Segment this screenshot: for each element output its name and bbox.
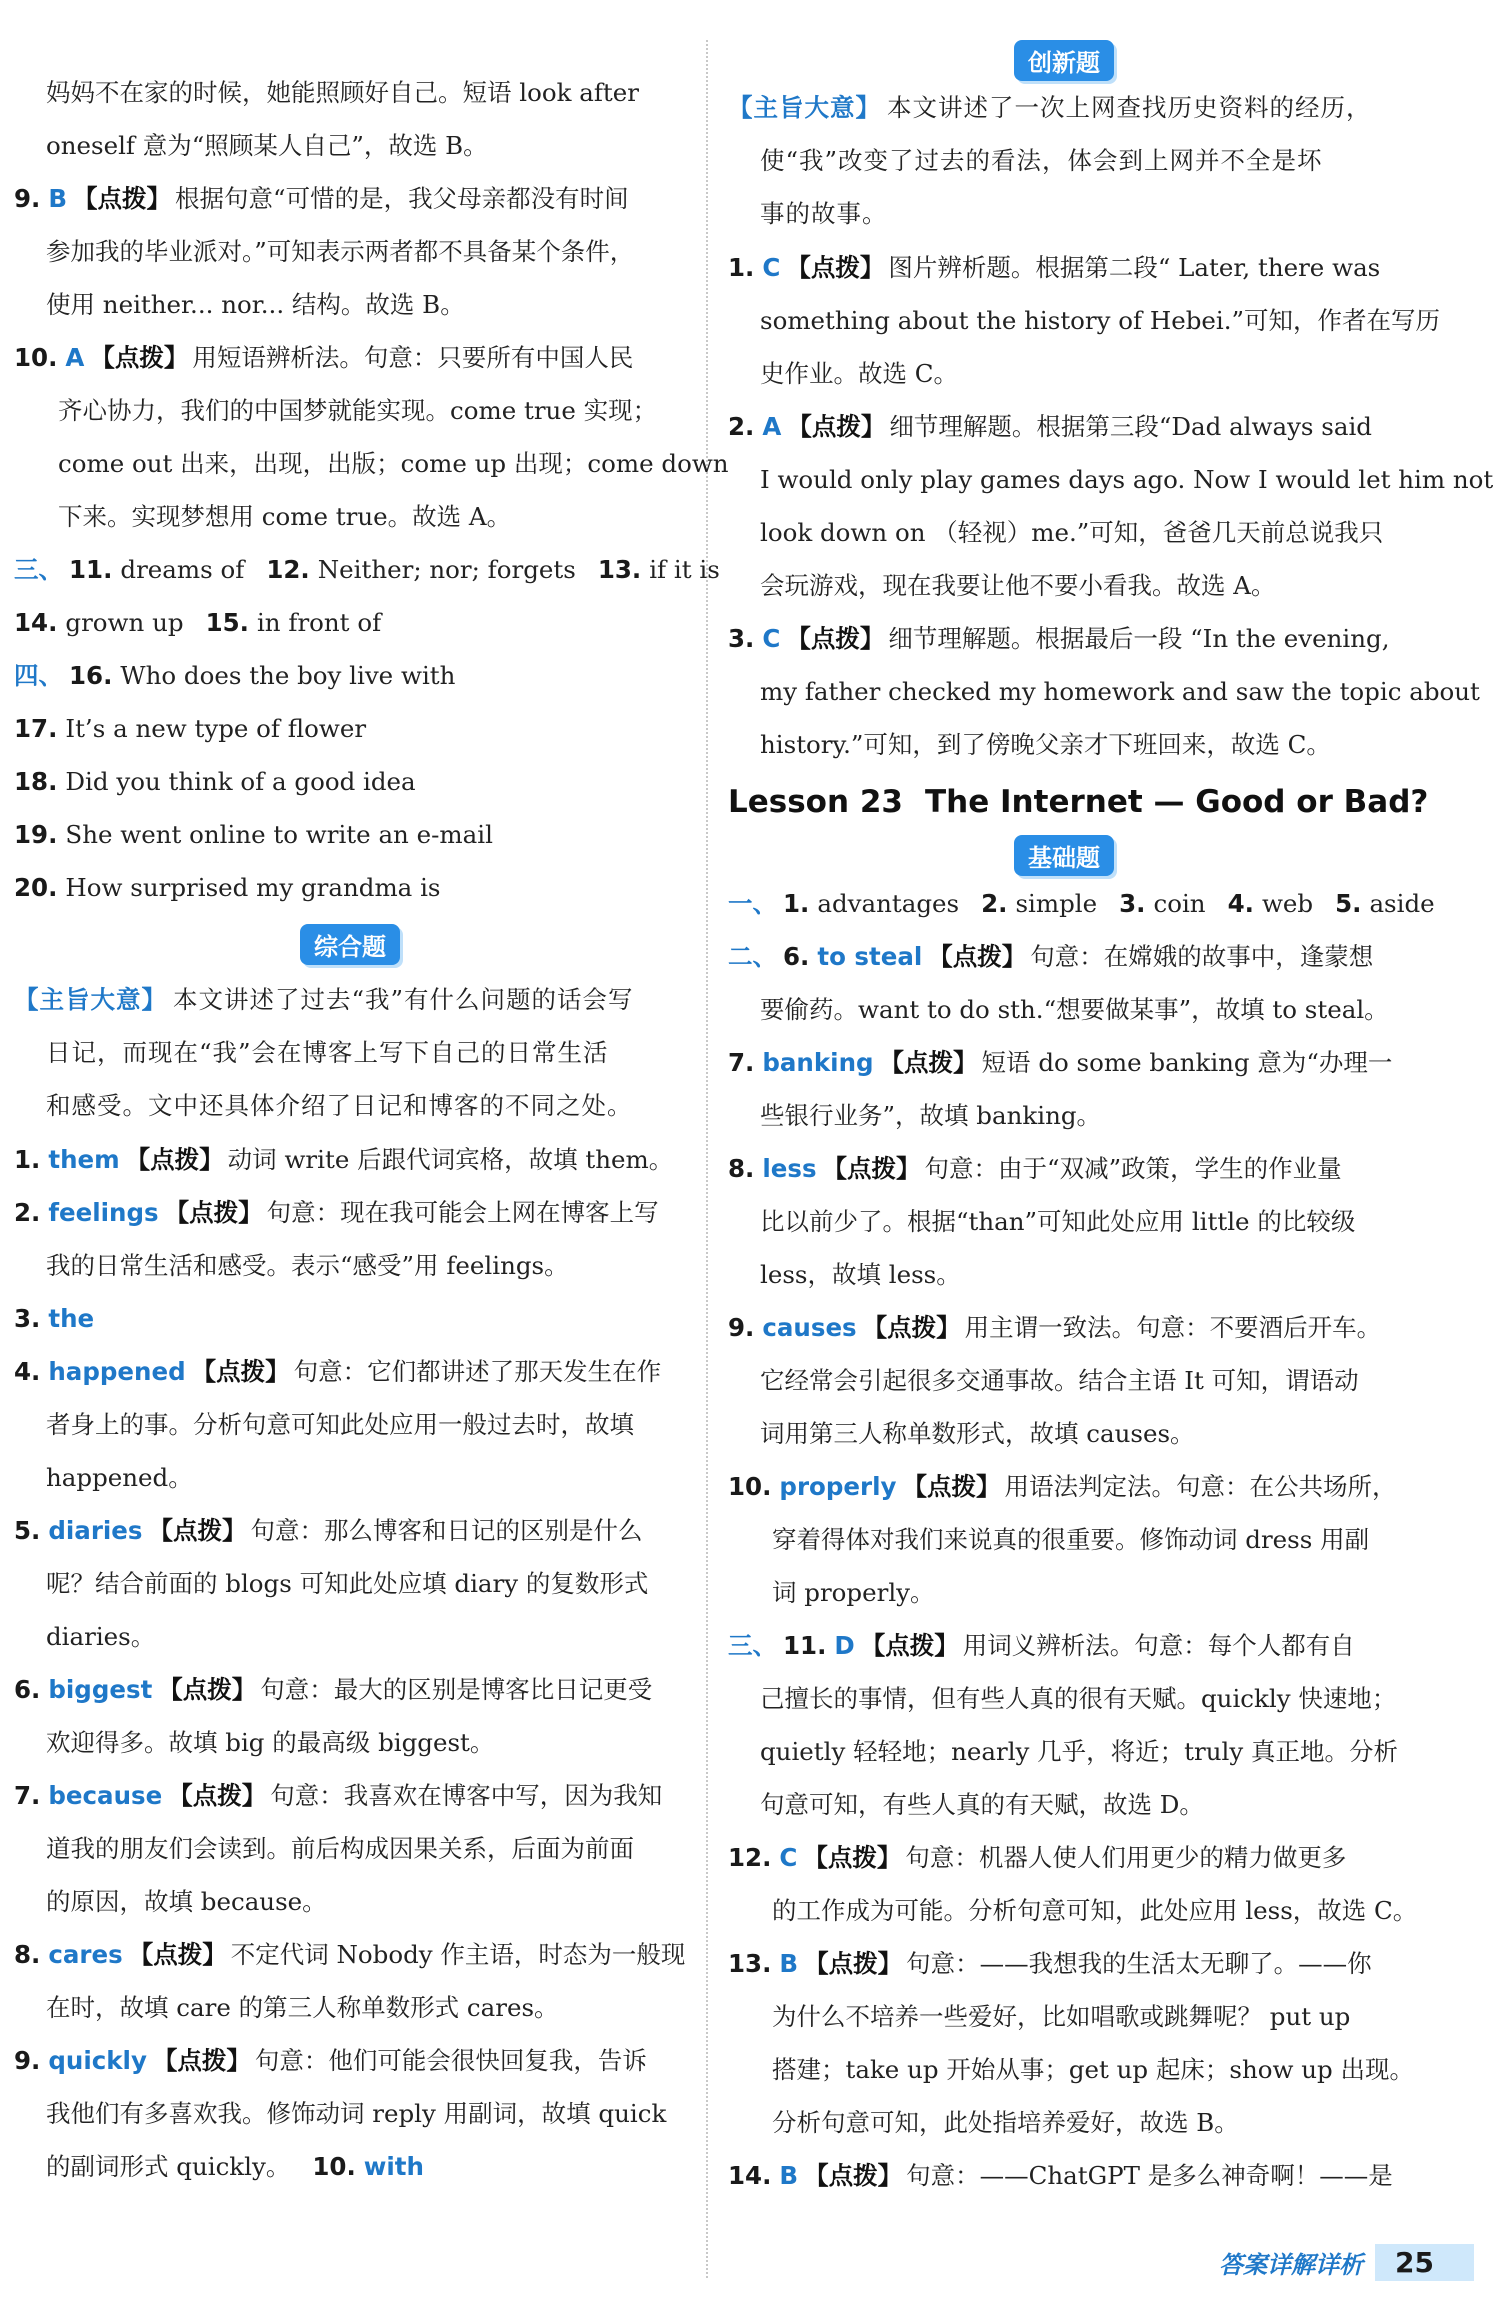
tip-label: 【点拨】 xyxy=(787,412,886,441)
text-line: 使用 neither... nor... 结构。故选 B。 xyxy=(46,290,465,319)
text-line: 为什么不培养一些爱好，比如唱歌或跳舞呢？ put up xyxy=(772,2002,1351,2031)
tip-label: 【点拨】 xyxy=(90,343,189,372)
tip-label: 【点拨】 xyxy=(128,1940,227,1969)
question-19: 19. She went online to write an e-mail xyxy=(14,820,493,849)
tip-label: 【点拨】 xyxy=(862,1313,961,1342)
text-line: 要偷药。want to do sth.“想要做某事”，故填 to steal。 xyxy=(760,995,1389,1024)
answer-6: 6. biggest 【点拨】 句意：最大的区别是博客比日记更受 xyxy=(14,1675,653,1704)
tip-label: 【点拨】 xyxy=(860,1631,959,1660)
answer-6: 二、 6. to steal 【点拨】 句意：在嫦娥的故事中，逢蒙想 xyxy=(728,942,1374,971)
text-line: 的原因，故填 because。 xyxy=(46,1887,327,1916)
text-line: I would only play games days ago. Now I would let him not xyxy=(760,465,1493,494)
answer: less xyxy=(762,1154,817,1183)
text-line: my father checked my homework and saw the topic about xyxy=(760,677,1480,706)
text-line: 齐心协力，我们的中国梦就能实现。come true 实现； xyxy=(58,396,658,425)
answer: B xyxy=(779,1949,799,1978)
theme-line: 【主旨大意】 本文讲述了过去“我”有什么问题的话会写 xyxy=(14,985,634,1014)
text-line: oneself 意为“照顾某人自己”，故选 B。 xyxy=(46,131,488,160)
answer: banking xyxy=(762,1048,874,1077)
text-line: 己擅长的事情，但有些人真的很有天赋。quickly 快速地； xyxy=(760,1684,1397,1713)
answer: to steal xyxy=(817,942,923,971)
question-17: 17. It’s a new type of flower xyxy=(14,714,367,743)
answer: because xyxy=(48,1781,163,1810)
theme-line: 【主旨大意】 本文讲述了一次上网查找历史资料的经历， xyxy=(728,93,1372,122)
question-10: 10. A 【点拨】 用短语辨析法。句意：只要所有中国人民 xyxy=(14,343,634,372)
theme-label: 【主旨大意】 xyxy=(14,985,167,1014)
lesson-number: Lesson 23 xyxy=(728,784,903,820)
left-column xyxy=(14,66,729,2193)
text-line: history.”可知，到了傍晚父亲才下班回来，故选 C。 xyxy=(760,730,1331,759)
text-line: 穿着得体对我们来说真的很重要。修饰动词 dress 用副 xyxy=(772,1525,1370,1554)
tip-label: 【点拨】 xyxy=(902,1472,1001,1501)
answer-2: 2. A 【点拨】 细节理解题。根据第三段“Dad always said xyxy=(728,412,1372,441)
tip-label: 【点拨】 xyxy=(928,942,1027,971)
tip-label: 【点拨】 xyxy=(803,1843,902,1872)
answer-1: 1. C 【点拨】 图片辨析题。根据第二段“ Later, there was xyxy=(728,253,1381,282)
answer: D xyxy=(834,1631,855,1660)
answer: biggest xyxy=(48,1675,153,1704)
answer-1: 1. them 【点拨】 动词 write 后跟代词宾格，故填 them。 xyxy=(14,1145,674,1174)
tip-label: 【点拨】 xyxy=(164,1198,263,1227)
theme-line: 和感受。文中还具体介绍了日记和博客的不同之处。 xyxy=(46,1091,633,1120)
section-badge: 综合题 xyxy=(300,924,400,965)
answer: them xyxy=(48,1145,120,1174)
footer-label: 答案详解详析 xyxy=(1219,2250,1364,2279)
lesson-heading xyxy=(728,771,1429,833)
section-3-row: 三、 11. dreams of 12. Neither; nor; forgets 13. if it is xyxy=(14,555,720,584)
text-line: 的工作成为可能。分析句意可知，此处应用 less，故选 C。 xyxy=(772,1896,1418,1925)
answer: cares xyxy=(48,1940,123,1969)
text-line: 道我的朋友们会读到。前后构成因果关系，后面为前面 xyxy=(46,1834,634,1863)
text-line: 呢？结合前面的 blogs 可知此处应填 diary 的复数形式 xyxy=(46,1569,649,1598)
text-line: 史作业。故选 C。 xyxy=(760,359,959,388)
text-line: 分析句意可知，此处指培养爱好，故选 B。 xyxy=(772,2108,1239,2137)
tip-label: 【点拨】 xyxy=(786,624,885,653)
text-line: 词 properly。 xyxy=(772,1578,935,1607)
tip-label: 【点拨】 xyxy=(191,1357,290,1386)
text-line: 它经常会引起很多交通事故。结合主语 It 可知，谓语动 xyxy=(760,1366,1359,1395)
tip-label: 【点拨】 xyxy=(125,1145,224,1174)
page-number: 25 xyxy=(1375,2244,1474,2281)
answer-5: 5. diaries 【点拨】 句意：那么博客和日记的区别是什么 xyxy=(14,1516,643,1545)
question-18: 18. Did you think of a good idea xyxy=(14,767,416,796)
section-1-row: 一、 1. advantages 2. simple 3. coin 4. web 5. aside xyxy=(728,889,1435,918)
answer: diaries xyxy=(48,1516,143,1545)
text-line: 我他们有多喜欢我。修饰动词 reply 用副词，故填 quick xyxy=(46,2099,667,2128)
theme-line: 使“我”改变了过去的看法，体会到上网并不全是坏 xyxy=(760,146,1323,175)
tip-label: 【点拨】 xyxy=(822,1154,921,1183)
text-line: quietly 轻轻地；nearly 几乎，将近；truly 真正地。分析 xyxy=(760,1737,1398,1766)
answer: C xyxy=(762,624,781,653)
answer-7: 7. because 【点拨】 句意：我喜欢在博客中写，因为我知 xyxy=(14,1781,663,1810)
answer-4: 4. happened 【点拨】 句意：它们都讲述了那天发生在作 xyxy=(14,1357,662,1386)
answer: the xyxy=(48,1304,95,1333)
answer-14: 14. B 【点拨】 句意：——ChatGPT 是多么神奇啊！——是 xyxy=(728,2161,1393,2190)
answer: quickly xyxy=(48,2046,147,2075)
text-line: 欢迎得多。故填 big 的最高级 biggest。 xyxy=(46,1728,495,1757)
answer: causes xyxy=(762,1313,857,1342)
text-line: 的副词形式 quickly。 10. with xyxy=(46,2152,424,2181)
answer: with xyxy=(363,2152,424,2181)
text-line: happened。 xyxy=(46,1463,193,1492)
text-line: 妈妈不在家的时候，她能照顾好自己。短语 look after xyxy=(46,78,639,107)
right-column xyxy=(728,48,1493,2202)
answer-13: 13. B 【点拨】 句意：——我想我的生活太无聊了。——你 xyxy=(728,1949,1372,1978)
text-line: 在时，故填 care 的第三人称单数形式 cares。 xyxy=(46,1993,559,2022)
answer-3: 3. the xyxy=(14,1304,95,1333)
text-line: come out 出来，出现，出版；come up 出现；come down xyxy=(58,449,729,478)
text-line: 搭建；take up 开始从事；get up 起床；show up 出现。 xyxy=(772,2055,1415,2084)
answer-12: 12. C 【点拨】 句意：机器人使人们用更少的精力做更多 xyxy=(728,1843,1347,1872)
text-line: 句意可知，有些人真的有天赋，故选 D。 xyxy=(760,1790,1204,1819)
answer-3: 3. C 【点拨】 细节理解题。根据最后一段 “In the evening, xyxy=(728,624,1390,653)
answer: C xyxy=(762,253,781,282)
text-line: diaries。 xyxy=(46,1622,156,1651)
text-line: 会玩游戏，现在我要让他不要小看我。故选 A。 xyxy=(760,571,1276,600)
theme-label: 【主旨大意】 xyxy=(728,93,881,122)
lesson-title: The Internet — Good or Bad? xyxy=(924,784,1429,820)
section-4-row: 四、 16. Who does the boy live with xyxy=(14,661,456,690)
answer-9: 9. causes 【点拨】 用主谓一致法。句意：不要酒后开车。 xyxy=(728,1313,1382,1342)
text-line: less，故填 less。 xyxy=(760,1260,961,1289)
text-line: 些银行业务”，故填 banking。 xyxy=(760,1101,1102,1130)
text-line: 比以前少了。根据“than”可知此处应用 little 的比较级 xyxy=(760,1207,1356,1236)
tip-label: 【点拨】 xyxy=(804,2161,903,2190)
tip-label: 【点拨】 xyxy=(152,2046,251,2075)
text-line: 者身上的事。分析句意可知此处应用一般过去时，故填 xyxy=(46,1410,634,1439)
answer: properly xyxy=(779,1472,897,1501)
tip-label: 【点拨】 xyxy=(148,1516,247,1545)
tip-label: 【点拨】 xyxy=(158,1675,257,1704)
tip-label: 【点拨】 xyxy=(786,253,885,282)
answer: B xyxy=(48,184,68,213)
answer-8: 8. less 【点拨】 句意：由于“双减”政策，学生的作业量 xyxy=(728,1154,1342,1183)
text-line: look down on （轻视）me.”可知，爸爸几天前总说我只 xyxy=(760,518,1384,547)
question-20: 20. How surprised my grandma is xyxy=(14,873,441,902)
question-9: 9. B 【点拨】 根据句意“可惜的是，我父母亲都没有时间 xyxy=(14,184,629,213)
column-divider xyxy=(706,40,708,2278)
answer-9: 9. quickly 【点拨】 句意：他们可能会很快回复我，告诉 xyxy=(14,2046,647,2075)
text-line: 参加我的毕业派对。”可知表示两者都不具备某个条件， xyxy=(46,237,635,266)
tip-label: 【点拨】 xyxy=(73,184,172,213)
text-line: something about the history of Hebei.”可知，作者在写历 xyxy=(760,306,1441,335)
row-14-15: 14. grown up 15. in front of xyxy=(14,608,382,637)
answer: C xyxy=(779,1843,798,1872)
answer-11: 三、 11. D 【点拨】 用词义辨析法。句意：每个人都有自 xyxy=(728,1631,1355,1660)
answer: B xyxy=(779,2161,799,2190)
theme-line: 事的故事。 xyxy=(760,199,888,228)
text-line: 下来。实现梦想用 come true。故选 A。 xyxy=(58,502,512,531)
answer: A xyxy=(65,343,85,372)
answer: happened xyxy=(48,1357,186,1386)
tip-label: 【点拨】 xyxy=(168,1781,267,1810)
text-line: 词用第三人称单数形式，故填 causes。 xyxy=(760,1419,1195,1448)
page-footer xyxy=(1219,2242,1474,2282)
answer-10: 10. properly 【点拨】 用语法判定法。句意：在公共场所， xyxy=(728,1472,1397,1501)
theme-line: 日记，而现在“我”会在博客上写下自己的日常生活 xyxy=(46,1038,609,1067)
tip-label: 【点拨】 xyxy=(879,1048,978,1077)
answer-7: 7. banking 【点拨】 短语 do some banking 意为“办理一 xyxy=(728,1048,1393,1077)
tip-label: 【点拨】 xyxy=(804,1949,903,1978)
answer: feelings xyxy=(48,1198,159,1227)
section-badge: 基础题 xyxy=(1014,835,1114,876)
text-line: 我的日常生活和感受。表示“感受”用 feelings。 xyxy=(46,1251,569,1280)
answer-8: 8. cares 【点拨】 不定代词 Nobody 作主语，时态为一般现 xyxy=(14,1940,686,1969)
section-badge: 创新题 xyxy=(1014,40,1114,81)
answer: A xyxy=(762,412,782,441)
answer-2: 2. feelings 【点拨】 句意：现在我可能会上网在博客上写 xyxy=(14,1198,659,1227)
